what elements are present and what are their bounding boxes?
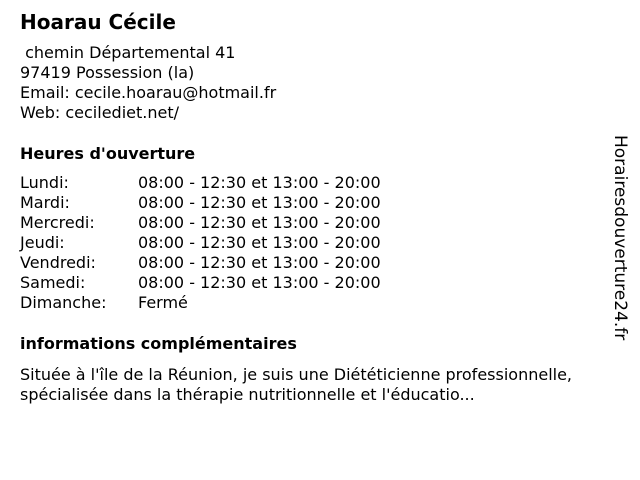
hours-row-friday bbox=[20, 253, 381, 273]
hours-value: 08:00 - 12:30 et 13:00 - 20:00 bbox=[138, 213, 381, 232]
day-label: Lundi: bbox=[20, 173, 69, 192]
info-heading: informations complémentaires bbox=[20, 334, 297, 353]
hours-value: Fermé bbox=[138, 293, 188, 312]
day-label: Mardi: bbox=[20, 193, 70, 212]
city-address: 97419 Possession (la) bbox=[20, 63, 195, 82]
hours-value: 08:00 - 12:30 et 13:00 - 20:00 bbox=[138, 173, 381, 192]
web-text: Web: cecilediet.net/ bbox=[20, 103, 179, 122]
day-label: Jeudi: bbox=[20, 233, 65, 252]
email-text: Email: cecile.hoarau@hotmail.fr bbox=[20, 83, 277, 102]
hours-value: 08:00 - 12:30 et 13:00 - 20:00 bbox=[138, 253, 381, 272]
day-label: Samedi: bbox=[20, 273, 86, 292]
hours-heading: Heures d'ouverture bbox=[20, 144, 196, 163]
hours-row-saturday bbox=[20, 273, 381, 293]
street-address: chemin Départemental 41 bbox=[20, 43, 236, 62]
day-label: Dimanche: bbox=[20, 293, 107, 312]
hours-value: 08:00 - 12:30 et 13:00 - 20:00 bbox=[138, 273, 381, 292]
business-name: Hoarau Cécile bbox=[20, 10, 176, 34]
hours-value: 08:00 - 12:30 et 13:00 - 20:00 bbox=[138, 233, 381, 252]
hours-row-tuesday bbox=[20, 193, 381, 213]
contact-block bbox=[20, 43, 276, 123]
hours-table bbox=[20, 173, 381, 313]
day-label: Vendredi: bbox=[20, 253, 96, 272]
hours-row-thursday bbox=[20, 233, 381, 253]
hours-row-monday bbox=[20, 173, 381, 193]
site-brand-vertical: Horairesdouverture24.fr bbox=[610, 135, 630, 341]
hours-row-wednesday bbox=[20, 213, 381, 233]
hours-value: 08:00 - 12:30 et 13:00 - 20:00 bbox=[138, 193, 381, 212]
day-label: Mercredi: bbox=[20, 213, 95, 232]
info-description: Située à l'île de la Réunion, je suis une Diététicienne professionnelle, spécialisée dans la thérapie nutritionnelle et l'éducatio... bbox=[20, 365, 573, 404]
hours-row-sunday bbox=[20, 293, 381, 313]
